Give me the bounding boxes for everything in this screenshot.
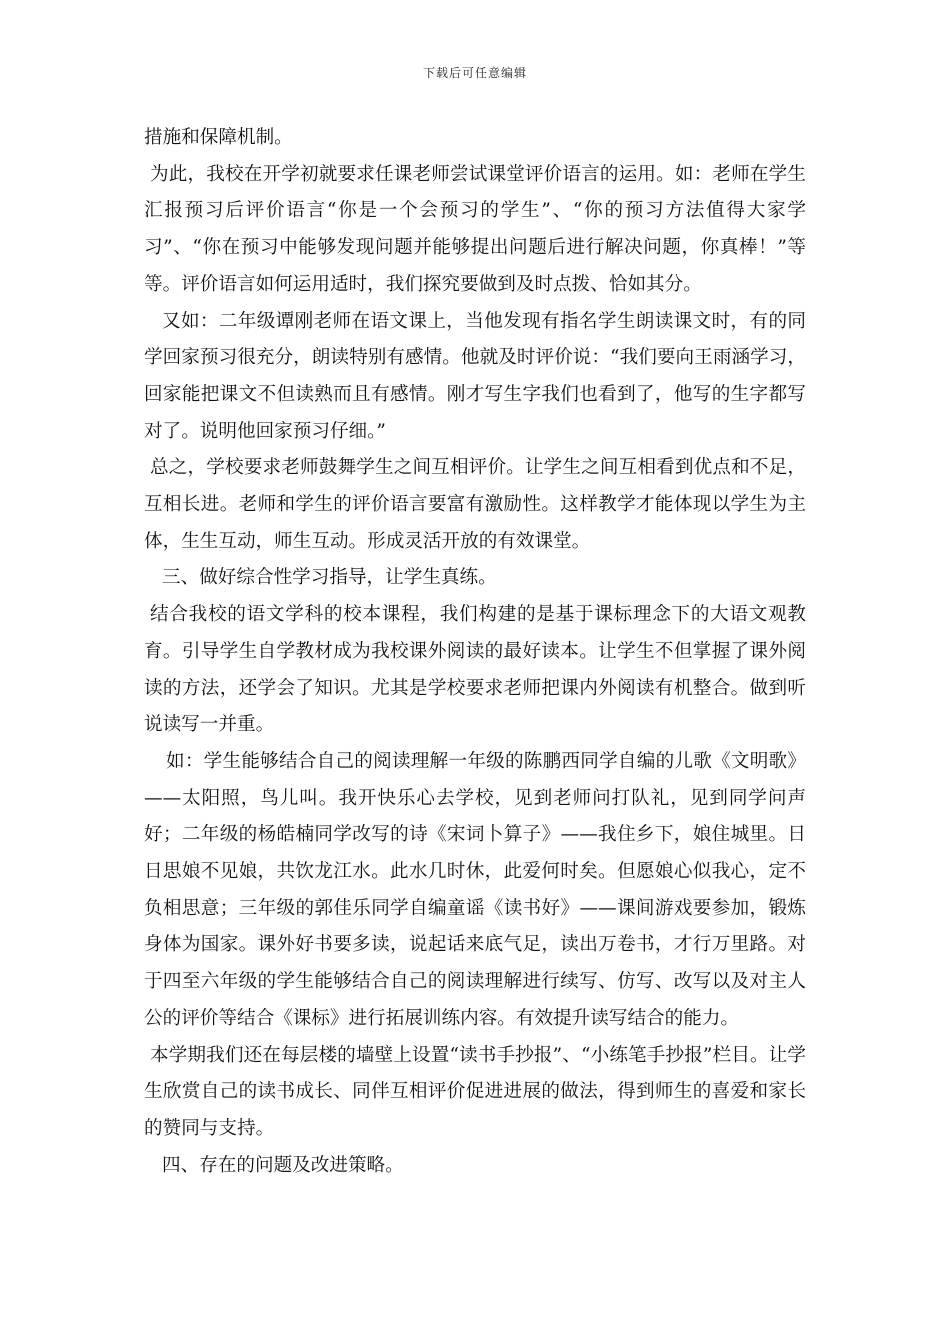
document-body bbox=[144, 120, 806, 1184]
paragraph-student-examples: 如：学生能够结合自己的阅读理解一年级的陈鹏西同学自编的儿歌《文明歌》——太阳照，鸟儿叫。我开快乐心去学校，见到老师问打队礼，见到同学问声好；二年级的杨皓楠同学改写的诗《宋词卜算子》——我住乡下，娘住城里。日日思娘不见娘，共饮龙江水。此水几时休，此爱何时矣。但愿娘心似我心，定不负相思意；三年级的郭佳乐同学自编童谣《读书好》——课间游戏要参加，锻炼身体为国家。课外好书要多读，说起话来底气足，读出万卷书，才行万里路。对于四至六年级的学生能够结合自己的阅读理解进行续写、仿写、改写以及对主人公的评价等结合《课标》进行拓展训练内容。有效提升读写结合的能力。 bbox=[144, 750, 806, 1029]
paragraph-summary: 总之，学校要求老师鼓舞学生之间互相评价。让学生之间互相看到优点和不足，互相长进。老师和学生的评价语言要富有激励性。这样教学才能体现以学生为主体，生生互动，师生互动。形成灵活开放的有效课堂。 bbox=[144, 457, 806, 552]
paragraph-evaluation-language: 为此，我校在开学初就要求任课老师尝试课堂评价语言的运用。如：老师在学生汇报预习后评价语言“你是一个会预习的学生”、“你的预习方法值得大家学习”、“你在预习中能够发现问题并能够提出问题后进行解决问题，你真棒！”等等。评价语言如何运用适时，我们探究要做到及时点拨、恰如其分。 bbox=[144, 163, 806, 295]
section-heading-three: 三、做好综合性学习指导，让学生真练。 bbox=[162, 567, 497, 589]
page-header-note: 下载后可任意编辑 bbox=[422, 66, 527, 80]
paragraph-school-curriculum: 结合我校的语文学科的校本课程，我们构建的是基于课标理念下的大语文观教育。引导学生自学教材成为我校课外阅读的最好读本。让学生不但掌握了课外阅读的方法，还学会了知识。尤其是学校要求老师把课内外阅读有机整合。做到听说读写一并重。 bbox=[144, 604, 806, 736]
paragraph-continuation: 措施和保障机制。 bbox=[144, 127, 293, 148]
paragraph-example-tan-gang: 又如：二年级谭刚老师在语文课上，当他发现有指名学生朗读课文时，有的同学回家预习很充分，朗读特别有感情。他就及时评价说：“我们要向王雨涵学习，回家能把课文不但读熟而且有感情。刚才写生字我们也看到了，他写的生字都写对了。说明他回家预习仔细。” bbox=[144, 310, 806, 442]
section-heading-four: 四、存在的问题及改进策略。 bbox=[162, 1154, 404, 1176]
paragraph-wall-newspaper: 本学期我们还在每层楼的墙壁上设置“读书手抄报”、“小练笔手抄报”栏目。让学生欣赏自己的读书成长、同伴互相评价促进进展的做法，得到师生的喜爱和家长的赞同与支持。 bbox=[144, 1044, 806, 1139]
